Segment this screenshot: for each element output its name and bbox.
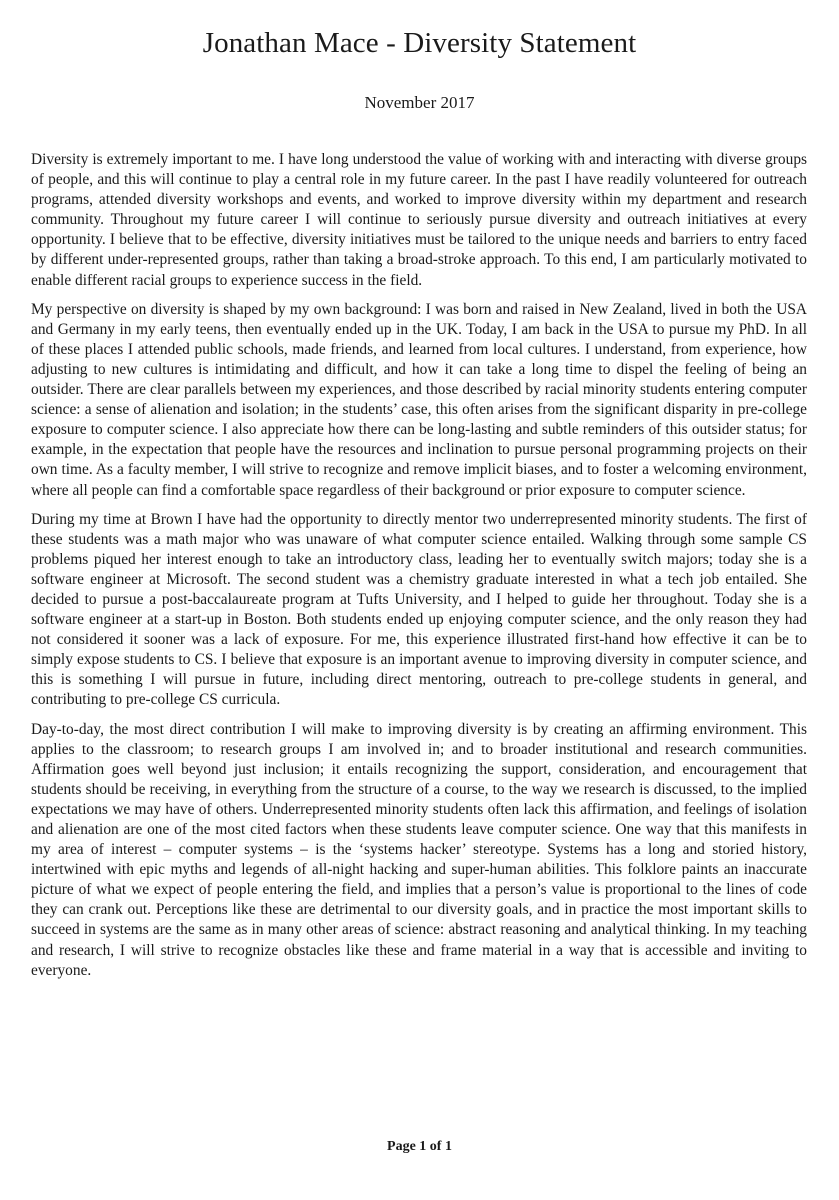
paragraph-1: Diversity is extremely important to me. I have long understood the value of working with and interacting with diverse groups of people, and this will continue to play a central role in my future career. In the past I have readily volunteered for outreach programs, attended diversity workshops and events, and worked to improve diversity within my department and research community. Throughout my future career I will continue to seriously pursue diversity and outreach initiatives at every opportunity. I believe that to be effective, diversity initiatives must be tailored to the unique needs and barriers to entry faced by different under-represented groups, rather than taking a broad-stroke approach. To this end, I am particularly motivated to enable different racial groups to experience success in the field. (31, 151, 807, 289)
page-number: Page 1 of 1 (387, 1139, 452, 1154)
paragraph-4: Day-to-day, the most direct contribution I will make to improving diversity is by creating an affirming environment. This applies to the classroom; to research groups I am involved in; and to broader institutional and research communities. Affirmation goes well beyond just inclusion; it entails recognizing the support, consideration, and encouragement that students should be receiving, in everything from the structure of a course, to the way we research is discussed, to the implied expectations we may have of others. Underrepresented minority students often lack this affirmation, and feelings of isolation and alienation are one of the most cited factors when these students leave computer science. One way that this manifests in my area of interest – computer systems – is the ‘systems hacker’ stereotype. Systems has a long and storied history, intertwined with epic myths and legends of all-night hacking and super-human abilities. This folklore paints an inaccurate picture of what we expect of people entering the field, and implies that a person’s value is proportional to the lines of code they can crank out. Perceptions like these are detrimental to our diversity goals, and in practice the most important skills to succeed in systems are the same as in many other areas of science: abstract reasoning and analytical thinking. In my teaching and research, I will strive to recognize obstacles like these and frame material in a way that is accessible and inviting to everyone. (31, 720, 807, 979)
page-title: Jonathan Mace - Diversity Statement (202, 27, 637, 59)
document-date: November 2017 (364, 93, 475, 112)
document-body (31, 150, 807, 990)
paragraph-2: My perspective on diversity is shaped by my own background: I was born and raised in New Zealand, lived in both the USA and Germany in my early teens, then eventually ended up in the UK. Today, I am back in the USA to pursue my PhD. In all of these places I attended public schools, made friends, and learned from local cultures. I understand, from experience, how adjusting to new cultures is intimidating and difficult, and how it can take a long time to dispel the feeling of being an outsider. There are clear parallels between my experiences, and those described by racial minority students entering computer science: a sense of alienation and isolation; in the students’ case, this often arises from the significant disparity in pre-college exposure to computer science. I also appreciate how there can be long-lasting and subtle reminders of this outsider status; for example, in the expectation that people have the resources and inclination to pursue personal programming projects on their own time. As a faculty member, I will strive to recognize and remove implicit biases, and to foster a welcoming environment, where all people can find a comfortable space regardless of their background or prior exposure to computer science. (31, 300, 807, 499)
paragraph-3: During my time at Brown I have had the opportunity to directly mentor two underrepresented minority students. The first of these students was a math major who was unaware of what computer science entailed. Walking through some sample CS problems piqued her interest enough to take an introductory class, leading her to eventually switch majors; today she is a software engineer at Microsoft. The second student was a chemistry graduate interested in what a tech job entailed. She decided to pursue a post-baccalaureate program at Tufts University, and I helped to guide her throughout. Today she is a software engineer at a start-up in Boston. Both students ended up enjoying computer science, and the only reason they had not considered it sooner was a lack of exposure. For me, this experience illustrated first-hand how effective it can be to simply expose students to CS. I believe that exposure is an important avenue to improving diversity in computer science, and this is something I will pursue in future, including direct mentoring, outreach to pre-college students in general, and contributing to pre-college CS curricula. (31, 510, 807, 709)
